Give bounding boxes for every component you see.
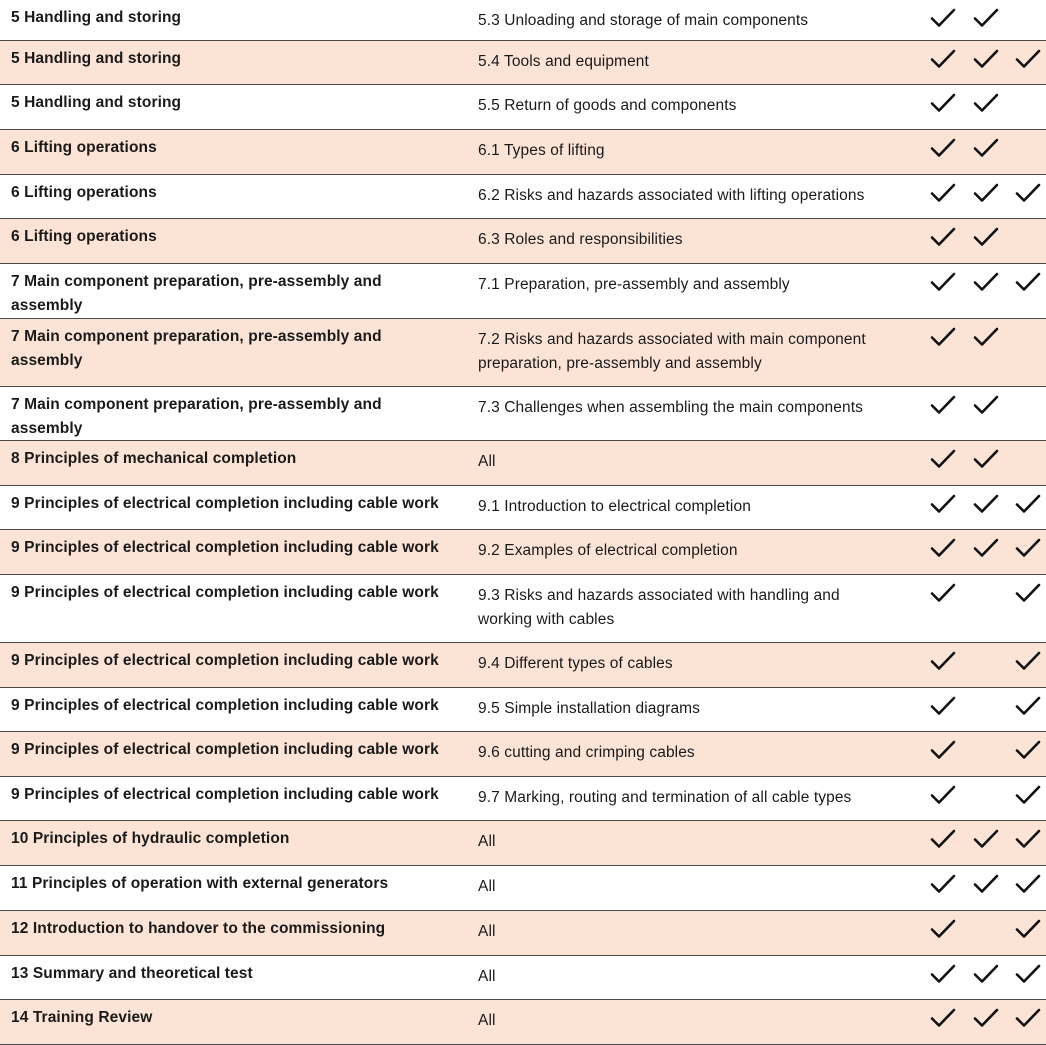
checkmark-icon bbox=[929, 393, 957, 417]
checkmark-icon bbox=[929, 325, 957, 349]
checkmark-icon bbox=[972, 47, 1000, 71]
module-cell: 9 Principles of electrical completion including cable work bbox=[11, 584, 439, 601]
check-cells bbox=[929, 917, 1046, 943]
module-cell: 7 Main component preparation, pre-assembly and assembly bbox=[11, 273, 382, 314]
topic-cell: 7.1 Preparation, pre-assembly and assembly bbox=[478, 276, 790, 293]
module-cell: 9 Principles of electrical completion including cable work bbox=[11, 786, 439, 803]
table-row bbox=[0, 85, 1046, 130]
checkmark-icon bbox=[972, 225, 1000, 249]
check-cells bbox=[929, 649, 1046, 675]
check-cells bbox=[929, 47, 1046, 73]
check-cells bbox=[929, 91, 1046, 117]
checkmark-icon bbox=[1014, 270, 1042, 294]
topic-cell: 6.2 Risks and hazards associated with lifting operations bbox=[478, 187, 865, 204]
module-cell: 6 Lifting operations bbox=[11, 184, 157, 201]
table-row bbox=[0, 219, 1046, 264]
checkmark-icon bbox=[1014, 581, 1042, 605]
checkmark-icon bbox=[972, 447, 1000, 471]
checkmark-icon bbox=[1014, 872, 1042, 896]
checkmark-icon bbox=[1014, 917, 1042, 941]
checkmark-icon bbox=[972, 325, 1000, 349]
checkmark-icon bbox=[972, 492, 1000, 516]
checkmark-icon bbox=[1014, 47, 1042, 71]
module-cell: 14 Training Review bbox=[11, 1009, 153, 1026]
table-row bbox=[0, 130, 1046, 175]
module-cell: 9 Principles of electrical completion including cable work bbox=[11, 741, 439, 758]
module-cell: 7 Main component preparation, pre-assembly and assembly bbox=[11, 396, 382, 437]
topic-cell: 9.6 cutting and crimping cables bbox=[478, 744, 695, 761]
checkmark-icon bbox=[929, 136, 957, 160]
module-cell: 9 Principles of electrical completion including cable work bbox=[11, 495, 439, 512]
checkmark-icon bbox=[1014, 827, 1042, 851]
check-cells bbox=[929, 136, 1046, 162]
table-row bbox=[0, 0, 1046, 41]
checkmark-icon bbox=[929, 225, 957, 249]
check-cells bbox=[929, 6, 1046, 32]
topic-cell: 7.2 Risks and hazards associated with main component preparation, pre-assembly and assembly bbox=[478, 331, 866, 372]
checkmark-icon bbox=[929, 6, 957, 30]
module-cell: 10 Principles of hydraulic completion bbox=[11, 830, 290, 847]
checkmark-icon bbox=[929, 827, 957, 851]
table-row bbox=[0, 486, 1046, 530]
check-cells bbox=[929, 581, 1046, 607]
checkmark-icon bbox=[972, 91, 1000, 115]
checkmark-icon bbox=[972, 393, 1000, 417]
checkmark-icon bbox=[929, 181, 957, 205]
check-cells bbox=[929, 738, 1046, 764]
checkmark-icon bbox=[929, 738, 957, 762]
checkmark-icon bbox=[1014, 738, 1042, 762]
topic-cell: All bbox=[478, 453, 496, 470]
checkmark-icon bbox=[972, 962, 1000, 986]
topic-cell: 9.4 Different types of cables bbox=[478, 655, 673, 672]
topic-cell: 5.5 Return of goods and components bbox=[478, 97, 737, 114]
checkmark-icon bbox=[929, 783, 957, 807]
check-cells bbox=[929, 225, 1046, 251]
module-cell: 5 Handling and storing bbox=[11, 94, 182, 111]
module-cell: 9 Principles of electrical completion including cable work bbox=[11, 697, 439, 714]
table-row bbox=[0, 643, 1046, 688]
checkmark-icon bbox=[929, 447, 957, 471]
check-cells bbox=[929, 270, 1046, 296]
topic-cell: 9.1 Introduction to electrical completion bbox=[478, 498, 751, 515]
table-row bbox=[0, 732, 1046, 777]
module-cell: 5 Handling and storing bbox=[11, 9, 182, 26]
checkmark-icon bbox=[929, 872, 957, 896]
check-cells bbox=[929, 447, 1046, 473]
checkmark-icon bbox=[929, 47, 957, 71]
table-row bbox=[0, 866, 1046, 911]
checkmark-icon bbox=[929, 917, 957, 941]
table-row bbox=[0, 688, 1046, 732]
check-cells bbox=[929, 181, 1046, 207]
table-row bbox=[0, 956, 1046, 1000]
checkmark-icon bbox=[929, 962, 957, 986]
table-row bbox=[0, 1000, 1046, 1045]
topic-cell: 9.3 Risks and hazards associated with handling and working with cables bbox=[478, 587, 840, 628]
table-row bbox=[0, 175, 1046, 219]
topic-cell: All bbox=[478, 968, 496, 985]
module-cell: 7 Main component preparation, pre-assembly and assembly bbox=[11, 328, 382, 369]
check-cells bbox=[929, 872, 1046, 898]
module-cell: 9 Principles of electrical completion including cable work bbox=[11, 539, 439, 556]
table-row bbox=[0, 911, 1046, 956]
module-cell: 6 Lifting operations bbox=[11, 228, 157, 245]
check-cells bbox=[929, 393, 1046, 419]
table-row bbox=[0, 41, 1046, 85]
checkmark-icon bbox=[1014, 536, 1042, 560]
checkmark-icon bbox=[929, 270, 957, 294]
topic-cell: 7.3 Challenges when assembling the main components bbox=[478, 399, 863, 416]
checkmark-icon bbox=[929, 581, 957, 605]
checkmark-icon bbox=[972, 1006, 1000, 1030]
checkmark-icon bbox=[972, 270, 1000, 294]
check-cells bbox=[929, 1006, 1046, 1032]
checkmark-icon bbox=[1014, 181, 1042, 205]
table-row bbox=[0, 530, 1046, 575]
topic-cell: 9.2 Examples of electrical completion bbox=[478, 542, 738, 559]
check-cells bbox=[929, 827, 1046, 853]
module-cell: 9 Principles of electrical completion including cable work bbox=[11, 652, 439, 669]
topic-cell: 6.3 Roles and responsibilities bbox=[478, 231, 683, 248]
module-cell: 8 Principles of mechanical completion bbox=[11, 450, 297, 467]
topic-cell: All bbox=[478, 878, 496, 895]
checkmark-icon bbox=[929, 91, 957, 115]
module-cell: 5 Handling and storing bbox=[11, 50, 182, 67]
checkmark-icon bbox=[1014, 962, 1042, 986]
check-cells bbox=[929, 492, 1046, 518]
topic-cell: All bbox=[478, 1012, 496, 1029]
check-cells bbox=[929, 783, 1046, 809]
checkmark-icon bbox=[929, 649, 957, 673]
topic-cell: 6.1 Types of lifting bbox=[478, 142, 605, 159]
check-cells bbox=[929, 962, 1046, 988]
checkmark-icon bbox=[1014, 1006, 1042, 1030]
table-row bbox=[0, 441, 1046, 486]
topic-cell: All bbox=[478, 923, 496, 940]
topic-cell: All bbox=[478, 833, 496, 850]
table-row bbox=[0, 264, 1046, 319]
checkmark-icon bbox=[972, 827, 1000, 851]
table-row bbox=[0, 575, 1046, 643]
checkmark-icon bbox=[1014, 492, 1042, 516]
table-row bbox=[0, 387, 1046, 441]
module-cell: 12 Introduction to handover to the commissioning bbox=[11, 920, 386, 937]
checkmark-icon bbox=[929, 536, 957, 560]
checkmark-icon bbox=[972, 136, 1000, 160]
checkmark-icon bbox=[972, 536, 1000, 560]
module-cell: 13 Summary and theoretical test bbox=[11, 965, 253, 982]
checkmark-icon bbox=[972, 181, 1000, 205]
topic-cell: 9.5 Simple installation diagrams bbox=[478, 700, 701, 717]
module-cell: 6 Lifting operations bbox=[11, 139, 157, 156]
table-row bbox=[0, 319, 1046, 387]
checkmark-icon bbox=[1014, 694, 1042, 718]
topic-cell: 9.7 Marking, routing and termination of all cable types bbox=[478, 789, 852, 806]
check-cells bbox=[929, 536, 1046, 562]
checkmark-icon bbox=[929, 694, 957, 718]
checkmark-icon bbox=[1014, 649, 1042, 673]
checkmark-icon bbox=[929, 1006, 957, 1030]
checkmark-icon bbox=[1014, 783, 1042, 807]
check-cells bbox=[929, 694, 1046, 720]
module-cell: 11 Principles of operation with external generators bbox=[11, 875, 389, 892]
table-row bbox=[0, 777, 1046, 821]
checkmark-icon bbox=[972, 6, 1000, 30]
topic-cell: 5.3 Unloading and storage of main components bbox=[478, 12, 809, 29]
table-row bbox=[0, 821, 1046, 866]
checkmark-icon bbox=[929, 492, 957, 516]
checkmark-icon bbox=[972, 872, 1000, 896]
topic-cell: 5.4 Tools and equipment bbox=[478, 53, 649, 70]
check-cells bbox=[929, 325, 1046, 351]
